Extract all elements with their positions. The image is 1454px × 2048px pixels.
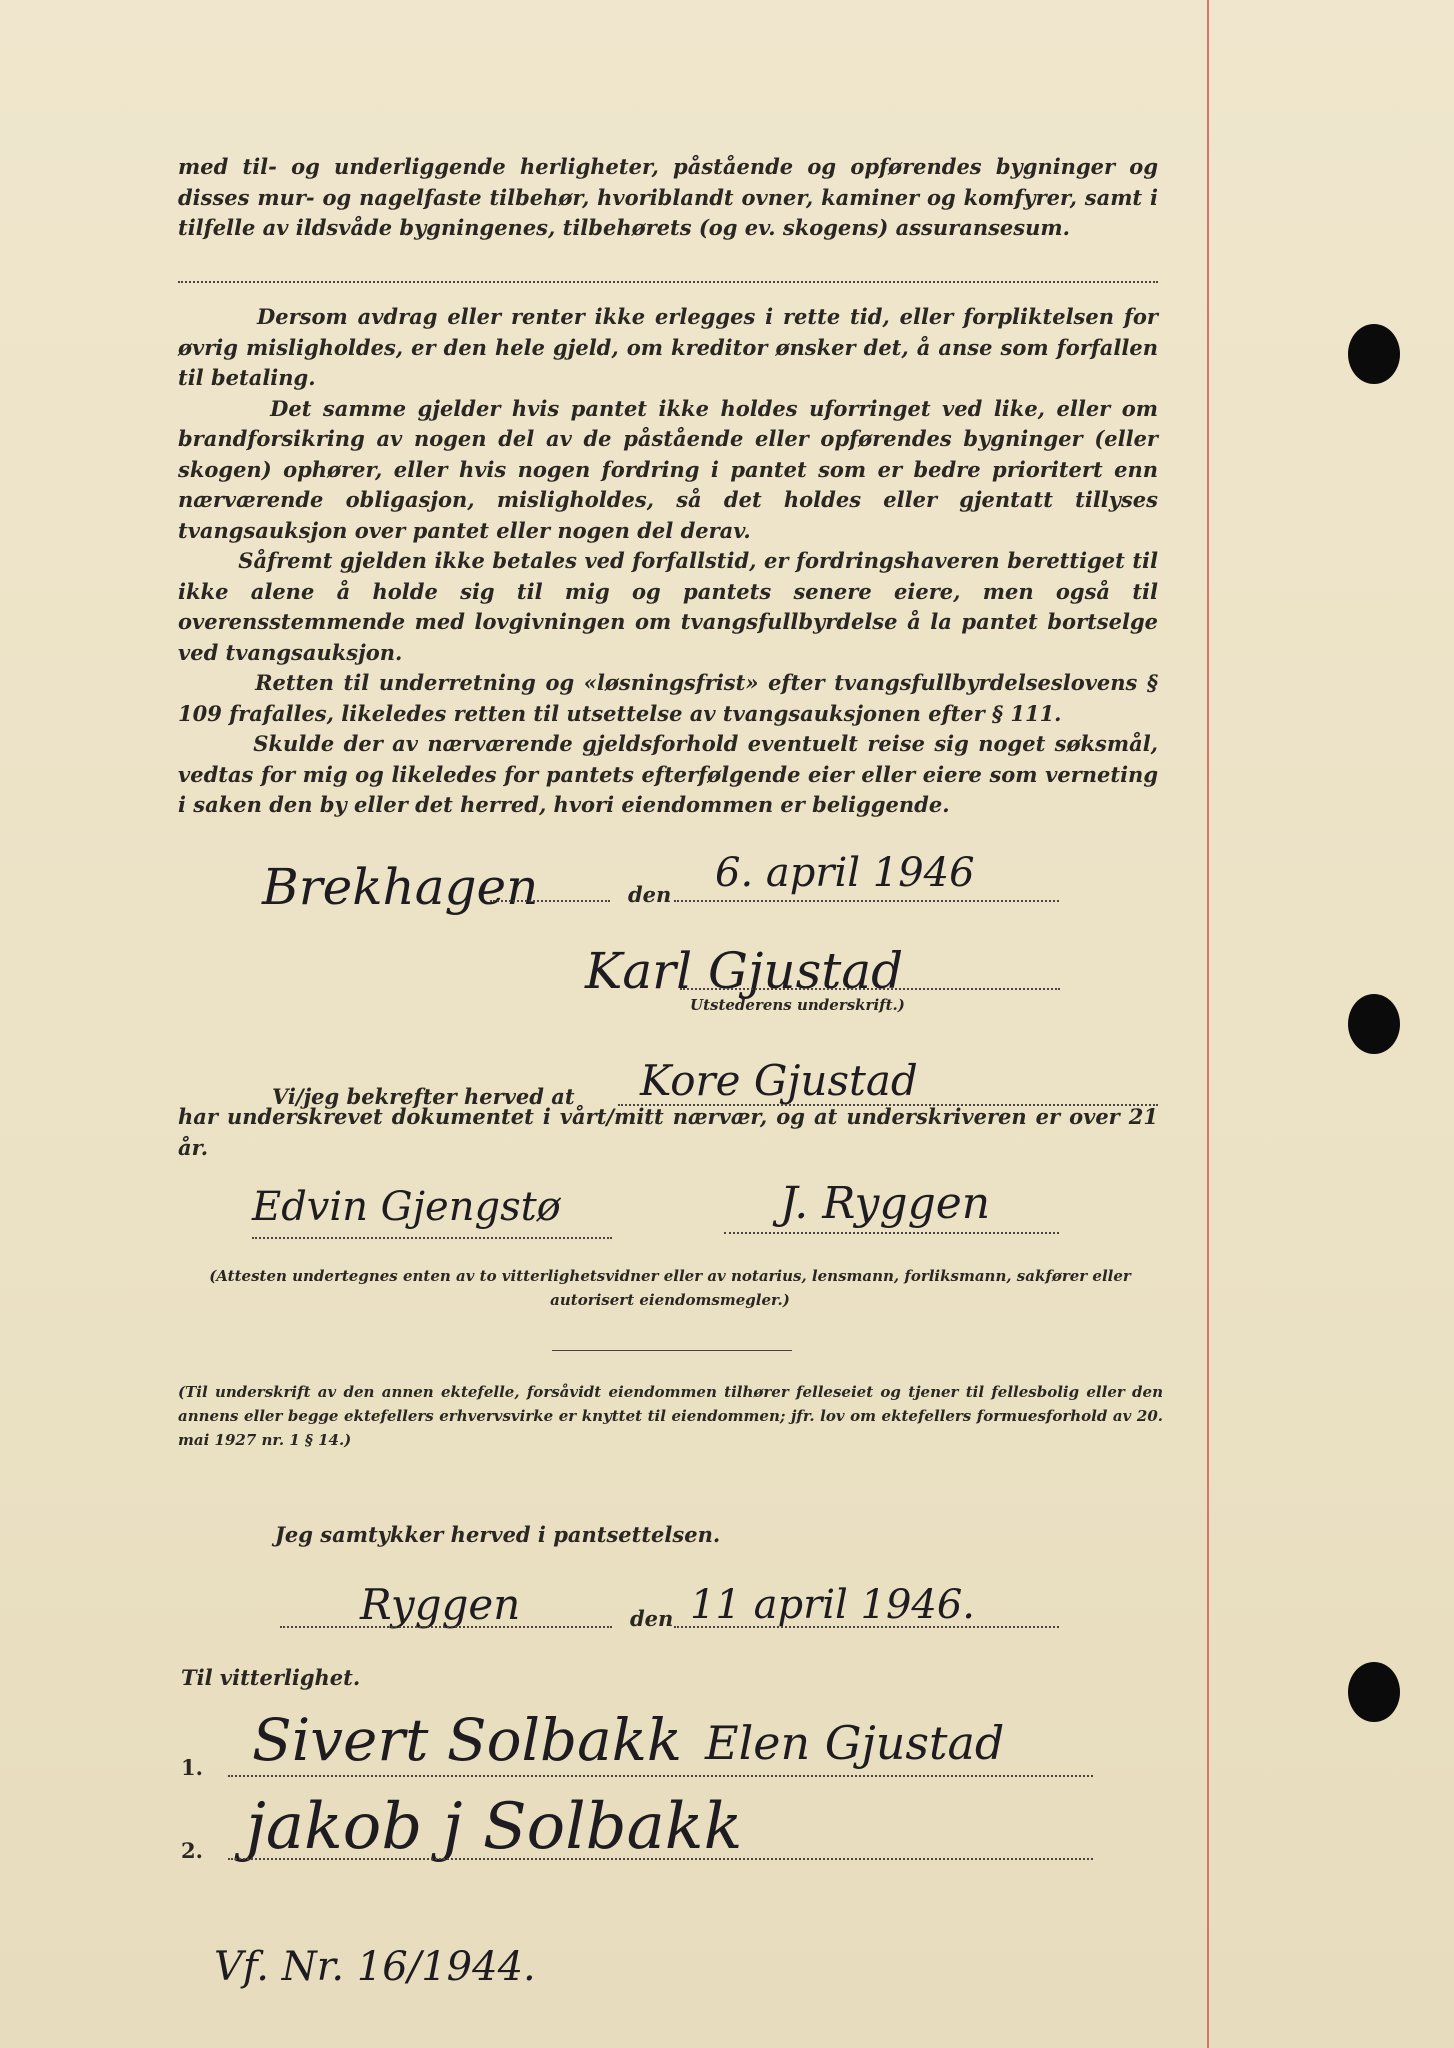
confirm-label: Vi/jeg bekrefter herved at	[272, 1084, 575, 1109]
spouse-note: (Til underskrift av den annen ektefelle, forsåvidt eiendommen tilhører felleseiet og tjener til fellesbolig eller den annens eller begge ektefellers erhvervsvirke er knyttet til eiendommen; jfr. lov om ektefellers formuesforhold av 20. mai 1927 nr. 1 § 14.)	[178, 1383, 1163, 1449]
witness-number-2: 2.	[181, 1838, 203, 1863]
confirmed-signature: Kore Gjustad	[640, 1056, 918, 1105]
paragraph-appurtenances: med til- og underliggende herligheter, påstående og opførendes bygninger og disses mur- og nagelfaste tilbehør, hvoriblandt ovner, kaminer og komfyrer, samt i tilfelle av ildsvåde bygningenes, tilbehørets (og ev. skogens) assuransesum.	[178, 154, 1166, 240]
handwritten-date-2: 11 april 1946.	[690, 1582, 975, 1628]
witness-signature-1: Edvin Gjengstø	[252, 1184, 561, 1230]
dotted-line	[228, 1858, 1093, 1860]
dotted-line	[490, 900, 610, 902]
dotted-line	[178, 281, 1158, 283]
handwritten-place-1: Brekhagen	[262, 858, 539, 916]
attest-note: (Attesten undertegnes enten av to vitterlighetsvidner eller av notarius, lensmann, forliksmann, sakfører eller autorisert eiendomsmegler.)	[209, 1267, 1131, 1309]
den-label-2: den	[630, 1606, 674, 1631]
paragraph-terms: Dersom avdrag eller renter ikke erlegges i rette tid, eller forpliktelsen for øvrig misligholdes, er den hele gjeld, om kreditor ønsker det, å anse som forfallen til betaling. Det samme gjelder hvis pantet ikke holdes uforringet ved like, eller om brandforsikring av nogen del av de påstående eller opførendes bygninger (eller skogen) ophører, eller hvis nogen fordring i pantet som er bedre prioritert enn nærværende obligasjon, misligholdes, så det holdes eller gjentatt tillyses tvangsauksjon over pantet eller nogen del derav. Såfremt gjelden ikke betales ved forfallstid, er fordringshaveren berettiget til ikke alene å holde sig til mig og pantets senere eiere, men også til overensstemmende med lovgivningen om tvangsfullbyrdelse å la pantet bortselge ved tvangsauksjon. Retten til underretning og «løsningsfrist» efter tvangsfullbyrdelseslovens § 109 frafalles, likeledes retten til utsettelse av tvangsauksjonen efter § 111. Skulde der av nærværende gjeldsforhold eventuelt reise sig noget søksmål, vedtas for mig og likeledes for pantets efterfølgende eier eller eiere som verneting i saken den by eller det herred, hvori eiendommen er beliggende.	[178, 304, 1158, 817]
witness-line-1-signature: Sivert Solbakk	[252, 1706, 683, 1774]
dotted-line	[724, 1232, 1059, 1234]
punch-hole-2	[1348, 994, 1400, 1054]
handwritten-place-2: Ryggen	[360, 1580, 521, 1629]
consent-text: Jeg samtykker herved i pantsettelsen.	[275, 1522, 721, 1547]
den-label-1: den	[628, 882, 672, 907]
witness-number-1: 1.	[181, 1755, 203, 1780]
spouse-signature: Elen Gjustad	[705, 1716, 1005, 1770]
handwritten-registry-note: Vf. Nr. 16/1944.	[214, 1944, 536, 1990]
margin-line	[1207, 0, 1209, 2048]
dotted-line	[674, 1626, 1059, 1628]
dotted-line	[674, 900, 1059, 902]
paragraph-signed: har underskrevet dokumentet i vårt/mitt nærvær, og at underskriveren er over 21 år.	[178, 1104, 1166, 1160]
dotted-line	[280, 1626, 612, 1628]
punch-hole-1	[1348, 324, 1400, 384]
issuer-signature: Karl Gjustad	[585, 942, 904, 1000]
dotted-line	[252, 1237, 612, 1239]
handwritten-date-1: 6. april 1946	[715, 850, 975, 896]
witness-heading: Til vitterlighet.	[181, 1665, 361, 1690]
separator-rule	[552, 1350, 792, 1351]
dotted-line	[228, 1775, 1093, 1777]
dotted-line	[680, 988, 1060, 990]
punch-hole-3	[1348, 1662, 1400, 1722]
witness-signature-2: J. Ryggen	[780, 1178, 991, 1229]
issuer-caption: Utstederens underskrift.)	[690, 996, 905, 1014]
witness-line-2-signature: jakob j Solbakk	[246, 1790, 743, 1864]
